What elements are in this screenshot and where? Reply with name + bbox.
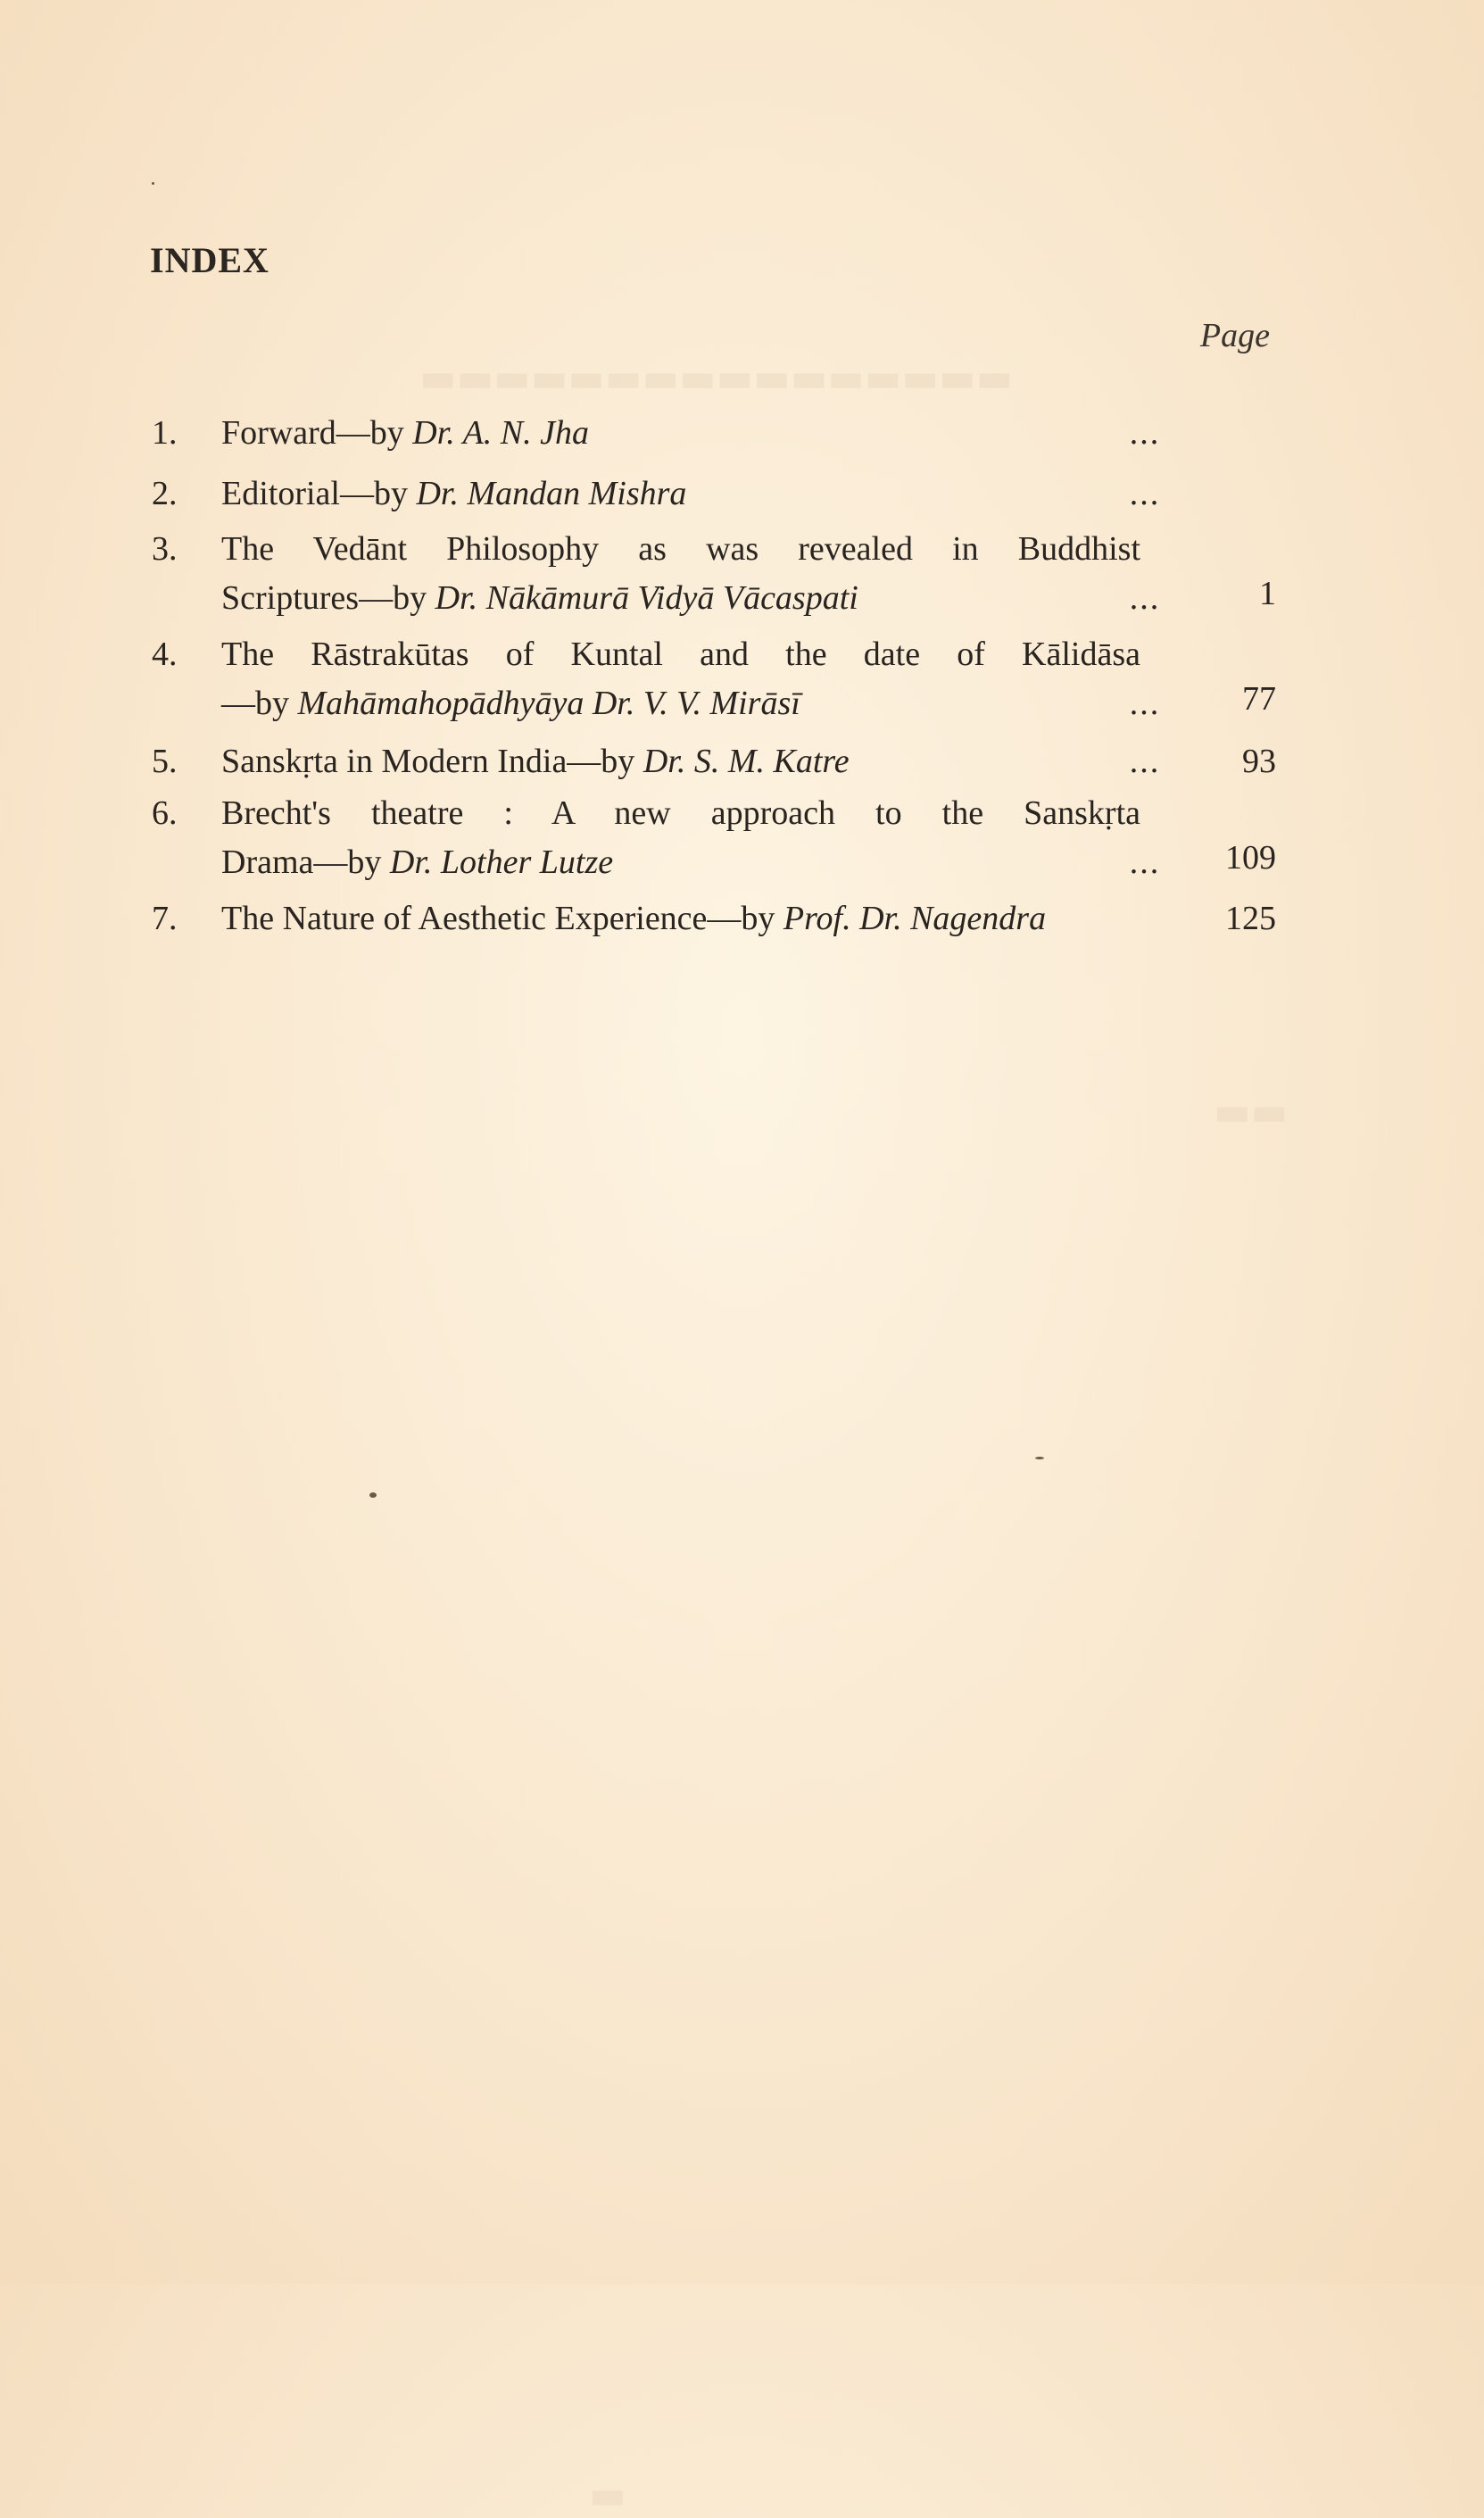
- entry-author: Prof. Dr. Nagendra: [783, 900, 1047, 937]
- entry-title-line-2: —by: [221, 685, 298, 722]
- entry-title-line-2: Scriptures—by: [221, 579, 435, 617]
- page-number: 109: [1225, 839, 1276, 877]
- entry-title: The Nature of Aesthetic Experience—by: [221, 900, 783, 937]
- entry-text: [221, 409, 1140, 458]
- entry-author: Dr. A. N. Jha: [412, 414, 590, 452]
- entry-text: [221, 679, 1140, 728]
- entry-number: 5.: [152, 743, 178, 780]
- entry-text: [221, 894, 1239, 943]
- entry-author: Dr. Nākāmurā Vidyā Vācaspati: [435, 579, 858, 617]
- entry-text: [221, 737, 1140, 786]
- page-number: 93: [1242, 743, 1276, 780]
- entry-title-line-1: The Rāstrakūtas of Kuntal and the date of Kālidāsa: [221, 636, 1140, 673]
- entry-title-line-1: The Vedānt Philosophy as was revealed in Buddhist: [221, 530, 1140, 568]
- entry-number: 7.: [152, 900, 178, 937]
- paper-speck: [369, 1492, 377, 1498]
- entry-author: Dr. Mandan Mishra: [416, 475, 687, 512]
- page-number: 1: [1259, 575, 1276, 612]
- bleed-through-text: ▬: [589, 2472, 626, 2518]
- entry-title: Forward—by: [221, 414, 413, 452]
- entry-author: Dr. Lother Lutze: [389, 843, 614, 881]
- paper-speck: [1035, 1457, 1044, 1459]
- page-number: 125: [1225, 900, 1276, 937]
- bleed-through-text: ▬▬: [1214, 1089, 1289, 1134]
- entry-number: 3.: [152, 530, 178, 568]
- entry-title-line-1: Brecht's theatre : A new approach to the Sanskṛta: [221, 794, 1140, 832]
- page-column-label: Page: [1199, 317, 1270, 354]
- page-title: INDEX: [150, 240, 269, 280]
- entry-title: Editorial—by: [221, 475, 417, 512]
- entry-text: [221, 470, 1140, 519]
- entry-author: Mahāmahopādhyāya Dr. V. V. Mirāsī: [297, 685, 800, 722]
- dot-leader: ...: [1129, 843, 1161, 881]
- page-number: 77: [1242, 680, 1276, 718]
- entry-title: Sanskṛta in Modern India—by: [221, 743, 643, 780]
- entry-number: 1.: [152, 414, 178, 452]
- dot-leader: ...: [1129, 743, 1161, 780]
- dot-leader: ...: [1129, 475, 1161, 512]
- entry-text: [221, 838, 1140, 887]
- entry-text: [221, 574, 1140, 623]
- entry-number: 2.: [152, 475, 178, 512]
- dot-leader: ...: [1129, 685, 1161, 722]
- paper-speck: [152, 182, 154, 185]
- entry-number: 4.: [152, 636, 178, 673]
- dot-leader: ...: [1129, 414, 1161, 452]
- bleed-through-text: ▬▬▬▬▬▬▬▬▬▬▬▬▬▬▬▬: [419, 355, 1014, 401]
- entry-number: 6.: [152, 794, 178, 832]
- dot-leader: ...: [1129, 579, 1161, 617]
- entry-author: Dr. S. M. Katre: [643, 743, 850, 780]
- entry-title-line-2: Drama—by: [221, 843, 390, 881]
